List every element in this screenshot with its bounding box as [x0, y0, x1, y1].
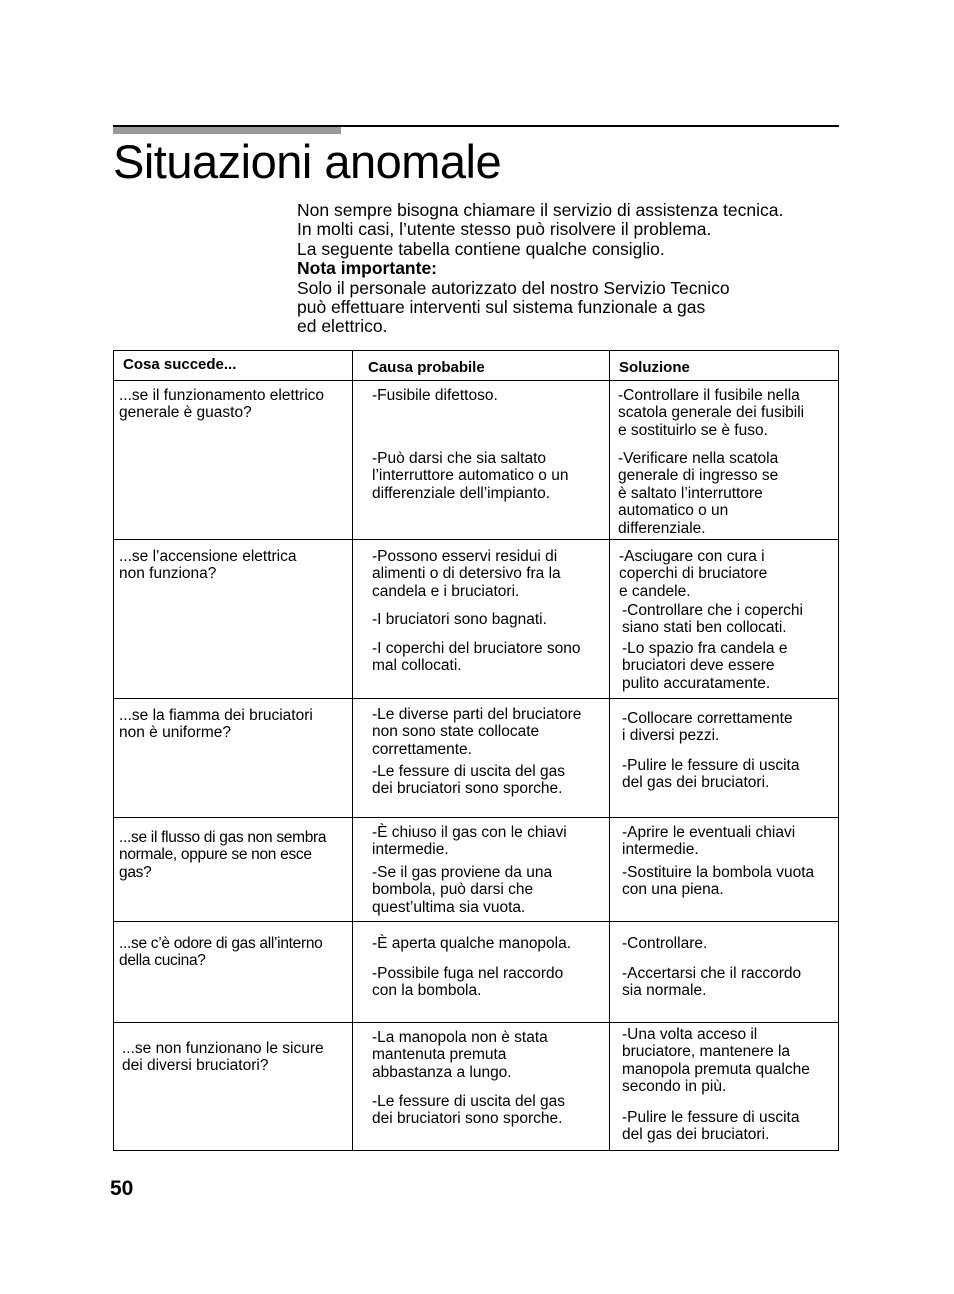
cell-cause: -Fusibile difettoso. [372, 387, 498, 404]
cell-cause: -Possibile fuga nel raccordo con la bombola. [372, 965, 564, 1000]
intro-line: La seguente tabella contiene qualche consiglio. [297, 238, 665, 259]
note-line: ed elettrico. [297, 316, 388, 337]
troubleshooting-table [113, 350, 839, 1151]
cell-cause: -La manopola non è stata mantenuta premuta abbastanza a lungo. [372, 1029, 548, 1081]
cell-cause: -Le fessure di uscita del gas dei bruciatori sono sporche. [372, 763, 565, 798]
row-divider [113, 817, 839, 818]
note-heading: Nota importante: [297, 258, 437, 279]
row-divider [113, 1022, 839, 1023]
cell-solution: -Pulire le fessure di uscita del gas dei bruciatori. [622, 1109, 800, 1144]
header-cause: Causa probabile [368, 359, 485, 376]
cell-solution: -Aprire le eventuali chiavi intermedie. [622, 824, 796, 859]
cell-cause: -Possono esservi residui di alimenti o di detersivo fra la candela e i bruciatori. [372, 548, 561, 600]
page-number: 50 [110, 1177, 134, 1200]
row-divider [113, 921, 839, 922]
cell-cause: -Può darsi che sia saltato l’interruttore automatico o un differenziale dell’impianto. [372, 450, 569, 502]
cell-solution: -Pulire le fessure di uscita del gas dei bruciatori. [622, 757, 800, 792]
cell-solution: -Sostituire la bombola vuota con una piena. [622, 864, 815, 899]
column-divider [609, 350, 610, 1151]
cell-what: ...se l’accensione elettrica non funziona? [119, 548, 297, 583]
column-divider [352, 350, 353, 1151]
cell-cause: -Le diverse parti del bruciatore non sono state collocate correttamente. [372, 706, 582, 758]
cell-cause: -È aperta qualche manopola. [372, 935, 572, 952]
cell-solution: -Verificare nella scatola generale di ingresso se è saltato l’interruttore automatico o un differenziale. [618, 450, 779, 537]
cell-solution: -Controllare che i coperchi siano stati ben collocati. [622, 602, 803, 637]
row-divider [113, 539, 839, 540]
cell-solution: -Collocare correttamente i diversi pezzi. [622, 710, 793, 745]
cell-solution: -Una volta acceso il bruciatore, mantenere la manopola premuta qualche secondo in più. [622, 1026, 810, 1096]
cell-what: ...se il flusso di gas non sembra normale, oppure se non esce gas? [119, 829, 327, 881]
note-line: può effettuare interventi sul sistema funzionale a gas [297, 297, 706, 318]
cell-solution: -Asciugare con cura i coperchi di bruciatore e candele. [619, 548, 768, 600]
cell-cause: -Le fessure di uscita del gas dei bruciatori sono sporche. [372, 1093, 565, 1128]
cell-cause: -I bruciatori sono bagnati. [372, 611, 547, 628]
cell-what: ...se non funzionano le sicure dei diversi bruciatori? [122, 1040, 324, 1075]
title-accent-bar [113, 127, 341, 134]
intro-line: Non sempre bisogna chiamare il servizio di assistenza tecnica. [297, 200, 784, 220]
cell-solution: -Accertarsi che il raccordo sia normale. [622, 965, 802, 1000]
cell-cause: -Se il gas proviene da una bombola, può darsi che quest’ultima sia vuota. [372, 864, 553, 916]
page-title: Situazioni anomale [113, 135, 502, 188]
row-divider [113, 698, 839, 699]
cell-what: ...se la fiamma dei bruciatori non è uniforme? [119, 707, 313, 742]
header-solution: Soluzione [619, 359, 690, 376]
cell-cause: -È chiuso il gas con le chiavi intermedie. [372, 824, 567, 859]
cell-what: ...se c’è odore di gas all’interno della cucina? [119, 935, 323, 970]
row-divider [113, 380, 839, 381]
header-what: Cosa succede... [123, 356, 237, 373]
cell-what: ...se il funzionamento elettrico generale è guasto? [119, 387, 325, 422]
cell-cause: -I coperchi del bruciatore sono mal collocati. [372, 640, 581, 675]
note-line: Solo il personale autorizzato del nostro Servizio Tecnico [297, 277, 730, 298]
cell-solution: -Lo spazio fra candela e bruciatori deve essere pulito accuratamente. [622, 640, 788, 692]
cell-solution: -Controllare. [622, 935, 708, 952]
intro-line: In molti casi, l’utente stesso può risolvere il problema. [297, 219, 712, 240]
intro-text [297, 201, 857, 337]
cell-solution: -Controllare il fusibile nella scatola generale dei fusibili e sostituirlo se è fuso. [618, 387, 805, 439]
